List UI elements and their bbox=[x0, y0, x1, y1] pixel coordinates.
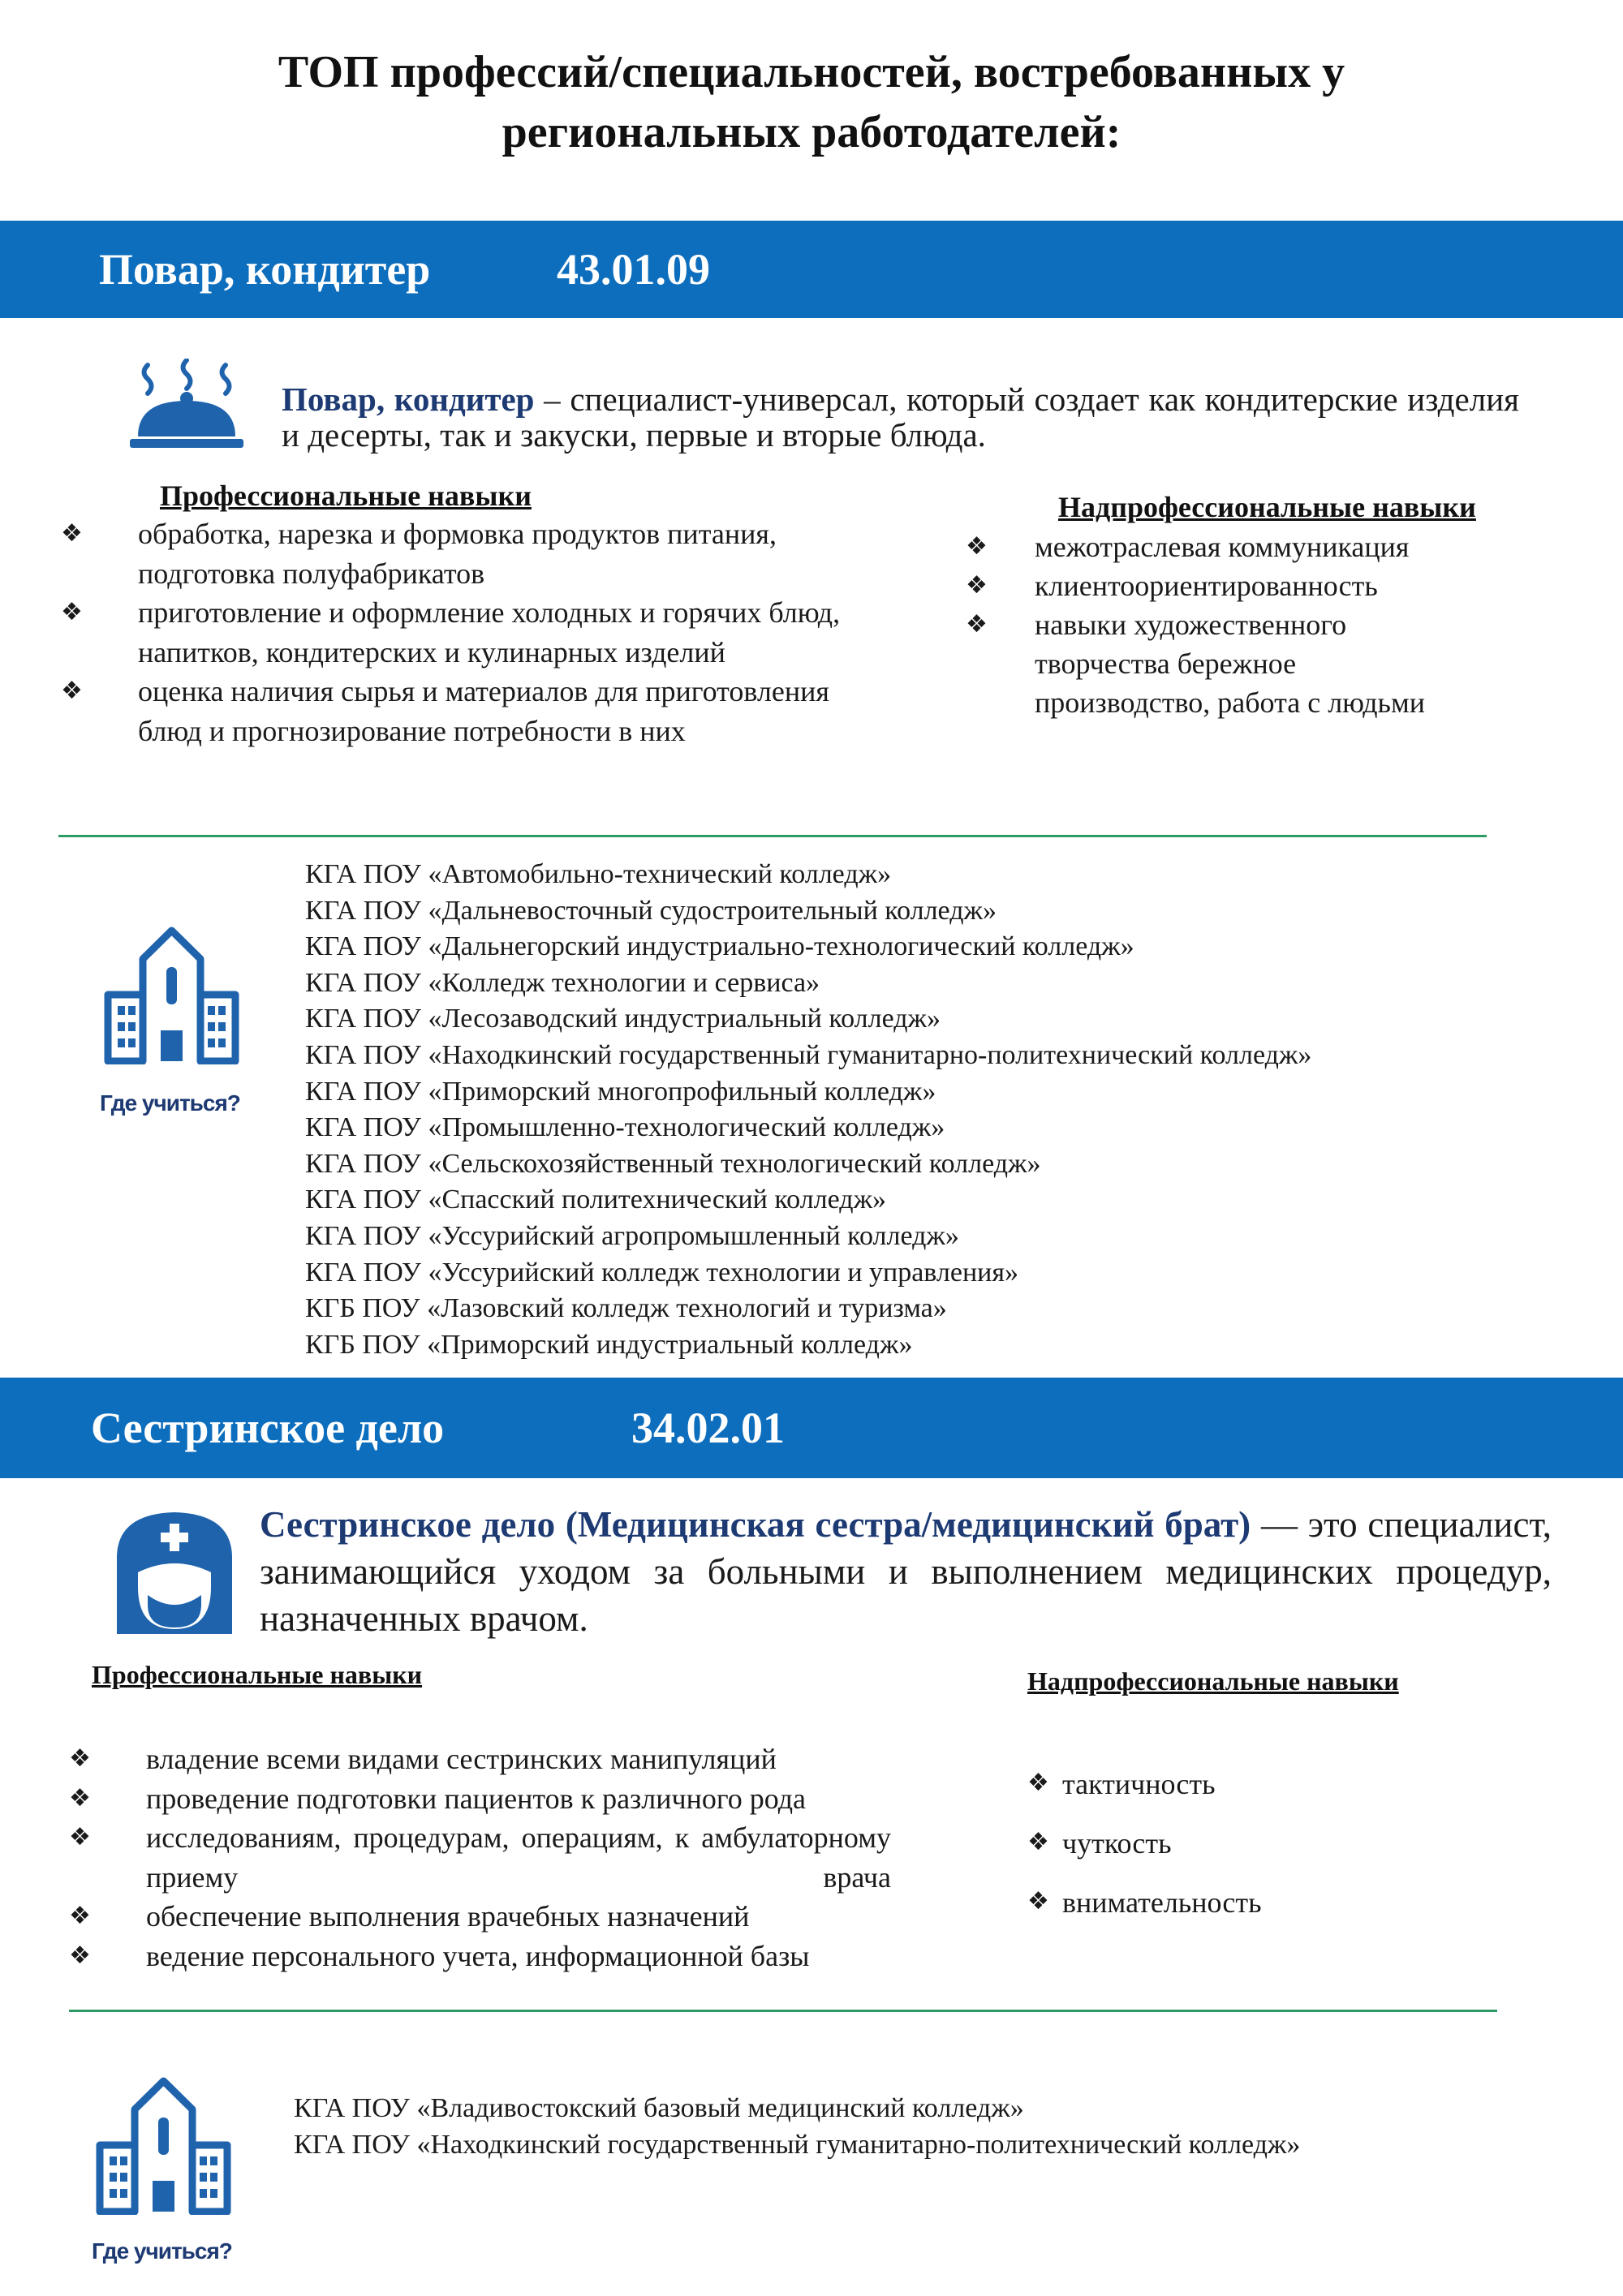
profession-name: Сестринское дело bbox=[91, 1404, 445, 1452]
profession-header-nursing bbox=[0, 1378, 1623, 1478]
list-item: ❖ межотраслевая коммуникация bbox=[966, 527, 1550, 566]
description-text: — это специалист, занимающийся уходом за больными и выполнением медицинских процедур, назначенных врачом. bbox=[260, 1504, 1552, 1639]
list-item: ❖ чуткость bbox=[1027, 1814, 1514, 1873]
description-term: Повар, кондитер bbox=[282, 381, 535, 418]
page-title bbox=[0, 42, 1623, 162]
college-item: КГА ПОУ «Уссурийский агропромышленный колледж» bbox=[305, 1220, 959, 1251]
college-item: КГА ПОУ «Дальнегорский индустриально-технологический колледж» bbox=[305, 931, 1134, 962]
college-item: КГА ПОУ «Автомобильно-технический колледж» bbox=[305, 859, 892, 889]
college-item: КГА ПОУ «Приморский многопрофильный колледж» bbox=[305, 1076, 936, 1107]
profession-description bbox=[282, 381, 1519, 453]
list-item: ❖ клиентоориентированность bbox=[966, 566, 1550, 605]
meta-skills-list bbox=[1027, 1755, 1514, 1933]
meta-skills-list bbox=[966, 527, 1550, 722]
profession-name: Повар, кондитер bbox=[99, 245, 431, 294]
college-item: КГБ ПОУ «Лазовский колледж технологий и туризма» bbox=[305, 1293, 947, 1324]
description-text: – специалист-универсал, который создает как кондитерские изделия и десерты, так и закуски, первые и вторые блюда. bbox=[282, 381, 1519, 454]
list-item: ❖ навыки художественного bbox=[966, 605, 1550, 644]
professional-skills-title: Профессиональные навыки bbox=[160, 479, 532, 512]
college-item: КГА ПОУ «Находкинский государственный гуманитарно-политехнический колледж» bbox=[294, 2129, 1301, 2160]
page-title-line-2: региональных работодателей: bbox=[502, 107, 1121, 157]
college-list bbox=[294, 2091, 1300, 2163]
college-item: КГА ПОУ «Дальневосточный судостроительный колледж» bbox=[305, 895, 997, 926]
list-item: ❖ приготовление и оформление холодных и горячих блюд, напитков, кондитерских и кулинарных изделий bbox=[61, 593, 876, 672]
college-item: КГА ПОУ «Спасский политехнический колледж» bbox=[305, 1185, 887, 1215]
professional-skills-title: Профессиональные навыки bbox=[92, 1660, 423, 1689]
college-item: КГА ПОУ «Владивостокский базовый медицинский колледж» bbox=[294, 2093, 1024, 2123]
divider bbox=[69, 2010, 1497, 2012]
college-building-icon bbox=[104, 927, 239, 1064]
college-building-icon bbox=[96, 2077, 231, 2215]
list-item: ❖ оценка наличия сырья и материалов для приготовления блюд и прогнозирование потребности в них bbox=[61, 672, 876, 750]
college-item: КГА ПОУ «Лесозаводский индустриальный колледж» bbox=[305, 1004, 941, 1034]
list-item: производство, работа с людьми bbox=[1035, 686, 1426, 719]
page-title-line-1: ТОП профессий/специальностей, востребованных у bbox=[278, 47, 1345, 97]
list-item: ❖ проведение подготовки пациентов к различного рода bbox=[69, 1779, 891, 1819]
professional-skills-list bbox=[69, 1739, 891, 1976]
profession-code: 34.02.01 bbox=[631, 1404, 785, 1452]
college-list bbox=[305, 857, 1311, 1363]
list-item: ❖ тактичность bbox=[1027, 1755, 1514, 1814]
college-item: КГА ПОУ «Находкинский государственный гуманитарно-политехнический колледж» bbox=[305, 1039, 1312, 1070]
where-to-study-label: Где учиться? bbox=[92, 2238, 232, 2264]
divider bbox=[58, 835, 1487, 837]
profession-description bbox=[260, 1501, 1552, 1642]
serving-cloche-icon bbox=[130, 359, 243, 449]
college-item: КГА ПОУ «Промышленно-технологический колледж» bbox=[305, 1112, 945, 1143]
list-item: ❖ обеспечение выполнения врачебных назначений bbox=[69, 1897, 891, 1937]
list-item: ❖ исследованиям, процедурам, операциям, к амбулаторному приему врача bbox=[69, 1818, 891, 1897]
profession-header-cook bbox=[0, 221, 1623, 318]
list-item: ❖ внимательность bbox=[1027, 1873, 1514, 1933]
college-item: КГА ПОУ «Сельскохозяйственный технологический колледж» bbox=[305, 1148, 1041, 1179]
college-item: КГА ПОУ «Колледж технологии и сервиса» bbox=[305, 967, 820, 998]
meta-skills-title: Надпрофессиональные навыки bbox=[1027, 1666, 1399, 1696]
college-item: КГБ ПОУ «Приморский индустриальный колледж» bbox=[305, 1329, 913, 1360]
list-item: ❖ ведение персонального учета, информационной базы bbox=[69, 1937, 891, 1976]
college-item: КГА ПОУ «Уссурийский колледж технологии и управления» bbox=[305, 1257, 1019, 1288]
list-item: ❖ обработка, нарезка и формовка продуктов питания, подготовка полуфабрикатов bbox=[61, 514, 876, 593]
list-item: ❖ владение всеми видами сестринских манипуляций bbox=[69, 1739, 891, 1779]
meta-skills-title: Надпрофессиональные навыки bbox=[1058, 491, 1476, 523]
nurse-icon bbox=[114, 1509, 235, 1636]
profession-code: 43.01.09 bbox=[557, 245, 710, 294]
description-term: Сестринское дело (Медицинская сестра/медицинский брат) bbox=[260, 1504, 1251, 1545]
list-item: творчества бережное bbox=[1035, 647, 1297, 680]
professional-skills-list bbox=[61, 514, 876, 750]
where-to-study-label: Где учиться? bbox=[100, 1090, 240, 1116]
